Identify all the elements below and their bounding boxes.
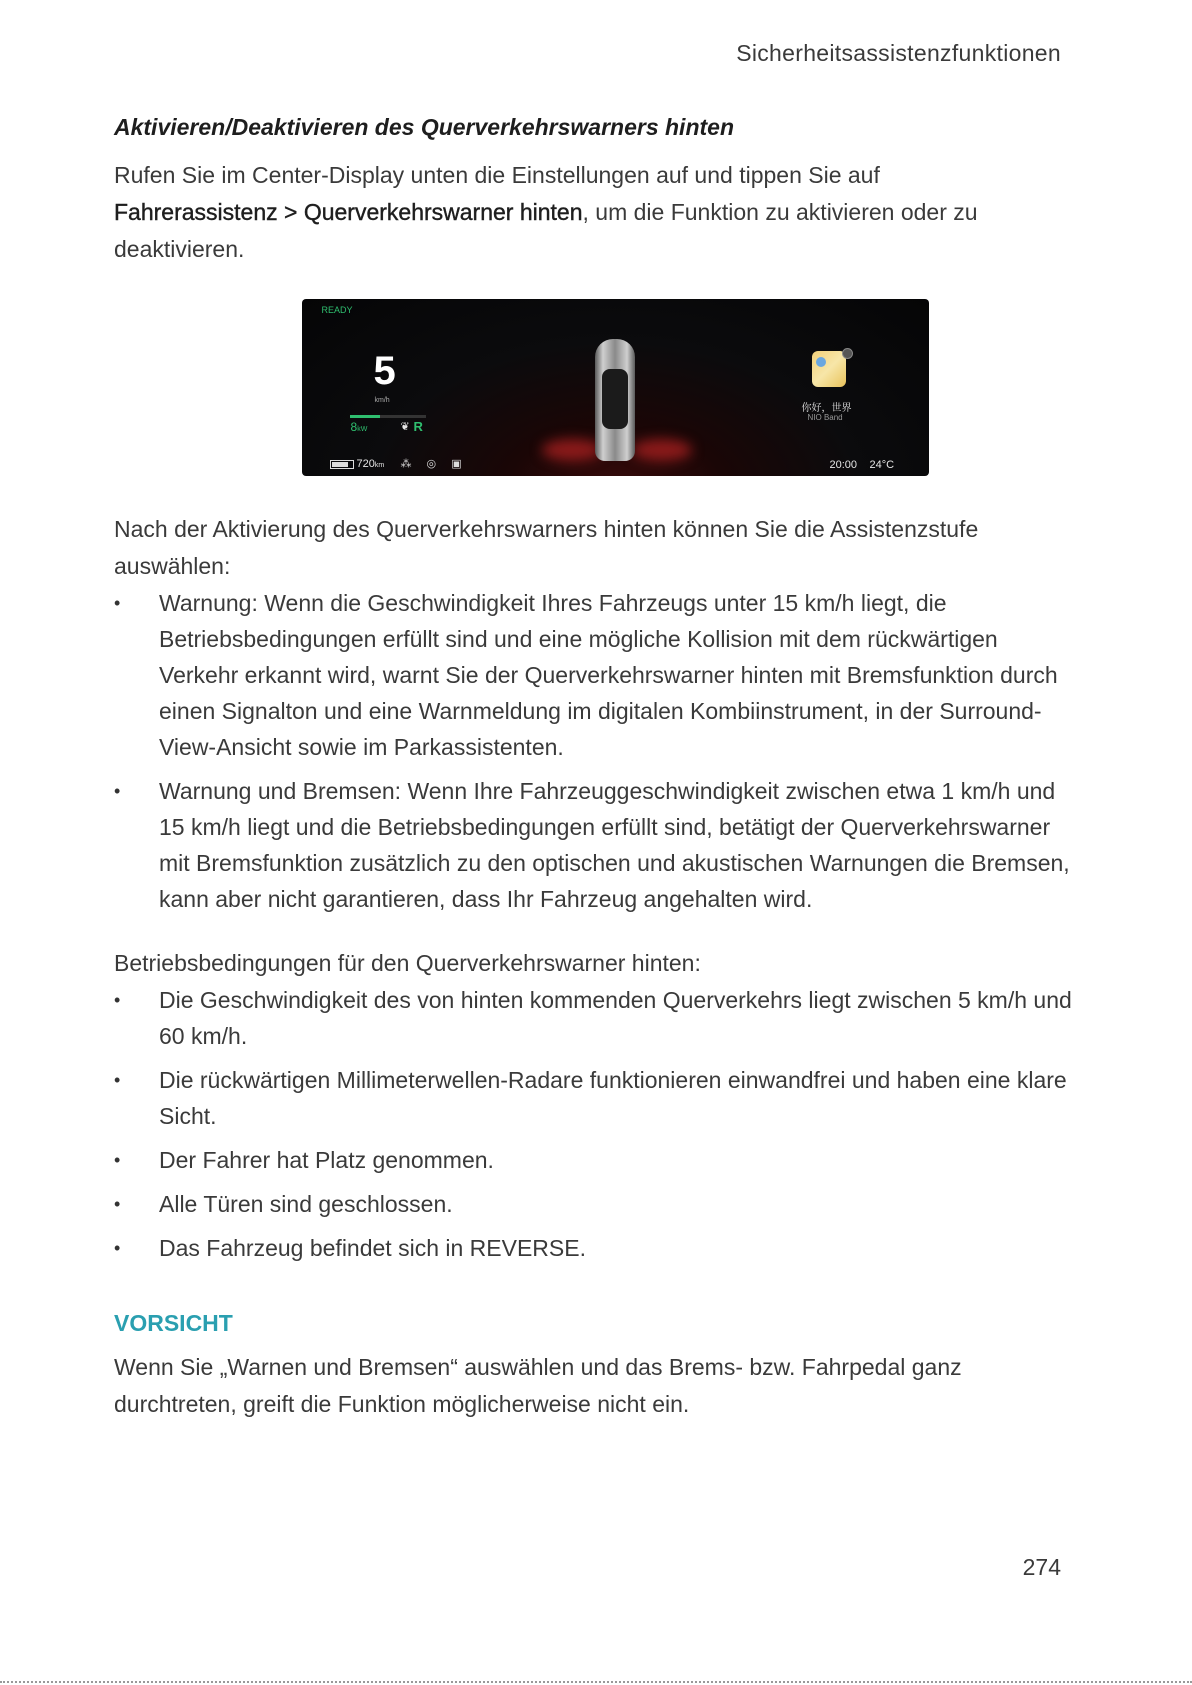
clock: 20:00 — [829, 459, 858, 471]
range-value: 720 — [356, 458, 375, 470]
list-item: • Warnung: Wenn die Geschwindigkeit Ihres Fahrzeugs unter 15 km/h liegt, die Betriebsbedingungen erfüllt sind und eine mögliche Kollision mit dem rückwärtigen Verkehr erkannt wird, warnt Sie der Querverkehrswarner hinten mit Bremsfunktion durch einen Signalton und eine Warnmeldung im digitalen Kombiinstrument, in der Surround-View-Ansicht sowie im Parkassistenten. — [114, 585, 1078, 765]
page-number: 274 — [1022, 1554, 1061, 1580]
power-unit: kW — [357, 426, 368, 433]
chapter-header: Sicherheitsassistenzfunktionen — [736, 40, 1061, 66]
media-title: 你好，世界 — [801, 403, 852, 414]
levels-intro: Nach der Aktivierung des Querverkehrswarners hinten können Sie die Assistenzstufe auswählen: — [114, 516, 979, 579]
caution-text: Wenn Sie „Warnen und Bremsen“ auswählen und das Brems- bzw. Fahrpedal ganz durchtreten, greift die Funktion möglicherweise nicht ein. — [114, 1354, 962, 1417]
temperature: 24°C — [869, 459, 895, 471]
intro-text-before: Rufen Sie im Center-Display unten die Einstellungen auf und tippen Sie auf — [114, 162, 880, 188]
speed-value: 5 — [373, 349, 396, 393]
rear-warning-glow-left — [542, 439, 602, 461]
status-icons: ⁂ ◎ ▣ — [400, 458, 468, 470]
list-item: • Der Fahrer hat Platz genommen. — [114, 1142, 1078, 1178]
rear-warning-glow-right — [632, 439, 692, 461]
list-item: • Die Geschwindigkeit des von hinten kommenden Querverkehrs liegt zwischen 5 km/h und 60 km/h. — [114, 982, 1078, 1054]
page-content — [114, 114, 1078, 1423]
list-item: • Warnung und Bremsen: Wenn Ihre Fahrzeuggeschwindigkeit zwischen etwa 1 km/h und 15 km/h liegt und die Betriebsbedingungen erfüllt sind, betätigt der Querverkehrswarner mit Bremsfunktion zusätzlich zu den optischen und akustischen Warnungen die Bremsen, kann aber nicht garantieren, dass Ihr Fahrzeug angehalten wird. — [114, 773, 1078, 917]
levels-list — [114, 585, 1078, 917]
gear-indicator: R — [413, 419, 423, 434]
settings-path: Fahrerassistenz > Querverkehrswarner hinten — [114, 199, 583, 225]
power-bar-fill — [350, 415, 380, 418]
media-app-icon — [812, 351, 846, 387]
car-top-view-icon — [595, 339, 635, 461]
section-title: Aktivieren/Deaktivieren des Querverkehrswarners hinten — [114, 114, 735, 140]
media-subtitle: NIO Band — [807, 413, 843, 422]
conditions-list — [114, 982, 1078, 1266]
instrument-cluster-display — [302, 299, 929, 476]
range-readout — [330, 458, 385, 470]
media-badge-icon — [842, 348, 853, 359]
intro-text-after: , um die Funktion zu aktivieren oder zu deaktivieren. — [114, 199, 978, 262]
list-item: • Die rückwärtigen Millimeterwellen-Radare funktionieren einwandfrei und haben eine klare Sicht. — [114, 1062, 1078, 1134]
intro-paragraph — [114, 157, 1078, 268]
ready-indicator: READY — [321, 305, 353, 315]
figure — [114, 299, 1078, 476]
caution-title: VORSICHT — [114, 1310, 233, 1336]
conditions-intro: Betriebsbedingungen für den Querverkehrswarner hinten: — [114, 950, 701, 976]
list-item: • Das Fahrzeug befindet sich in REVERSE. — [114, 1230, 1078, 1266]
leaf-icon: ❦ — [400, 421, 410, 433]
range-unit: km — [374, 462, 385, 469]
power-bar — [350, 415, 426, 418]
list-item: • Alle Türen sind geschlossen. — [114, 1186, 1078, 1222]
battery-icon — [330, 460, 354, 469]
page-bottom-border — [0, 1681, 1192, 1683]
speed-unit: km/h — [374, 397, 390, 404]
power-value: 8 — [350, 420, 358, 434]
power-readout — [351, 420, 368, 434]
